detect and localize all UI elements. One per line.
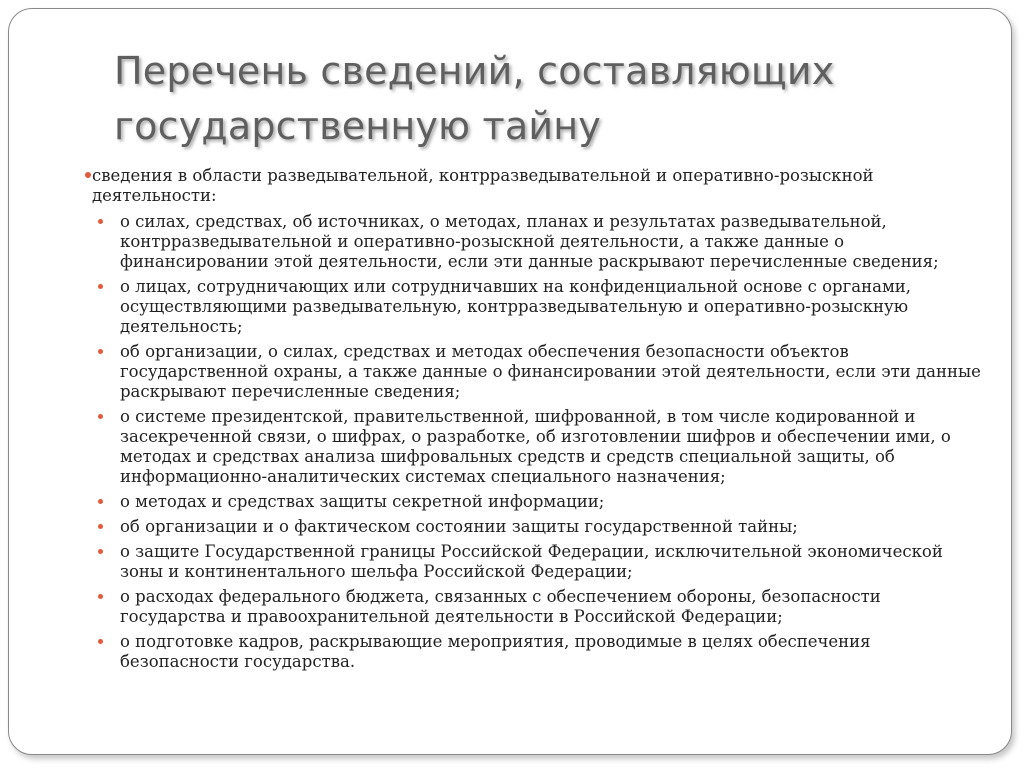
sub-list-item — [86, 587, 986, 627]
main-list-item-text: сведения в области разведывательной, контрразведывательной и оперативно-розыскной деятельности: — [92, 166, 874, 205]
sub-list-item-text: о методах и средствах защиты секретной информации; — [120, 492, 605, 511]
sub-list-item — [86, 277, 986, 337]
sub-list-item — [86, 212, 986, 272]
sub-list-item-text: о расходах федерального бюджета, связанных с обеспечением обороны, безопасности государства и правоохранительной деятельности в Российской Федерации; — [120, 587, 881, 626]
bullet-icon — [98, 284, 103, 289]
sub-list — [86, 212, 986, 672]
sub-list-item — [86, 517, 986, 537]
bullet-icon — [98, 349, 103, 354]
sub-list-item-text: о силах, средствах, об источниках, о методах, планах и результатах разведывательной, контрразведывательной и оперативно-розыскной деятельности, а также данные о финансировании этой деятельности, если эти данные раскрывают перечисленные сведения; — [120, 212, 939, 271]
sub-list-item-text: об организации, о силах, средствах и методах обеспечения безопасности объектов государственной охраны, а также данные о финансировании этой деятельности, если эти данные раскрывают перечисленные сведения; — [120, 342, 981, 401]
bullet-icon — [85, 172, 91, 178]
sub-list-item-text: о системе президентской, правительственной, шифрованной, в том числе кодированной и засекреченной связи, о шифрах, о разработке, об изготовлении шифров и обеспечении ими, о методах и средствах анализа шифровальных средств и средств специальной защиты, об информационно-аналитических системах специального назначения; — [120, 407, 951, 486]
bullet-icon — [98, 414, 103, 419]
slide-title: Перечень сведений, составляющих государственную тайну — [114, 49, 835, 148]
main-list-item — [86, 166, 986, 206]
bullet-icon — [98, 524, 103, 529]
slide-content — [86, 166, 986, 677]
sub-list-item-text: об организации и о фактическом состоянии защиты государственной тайны; — [120, 517, 798, 536]
sub-list-item — [86, 542, 986, 582]
bullet-icon — [98, 639, 103, 644]
bullet-icon — [98, 219, 103, 224]
sub-list-item — [86, 407, 986, 487]
sub-list-item — [86, 342, 986, 402]
bullet-icon — [98, 549, 103, 554]
sub-list-item — [86, 492, 986, 512]
sub-list-item-text: о подготовке кадров, раскрывающие мероприятия, проводимые в целях обеспечения безопасности государства. — [120, 632, 871, 671]
sub-list-item — [86, 632, 986, 672]
sub-list-item-text: о лицах, сотрудничающих или сотрудничавших на конфиденциальной основе с органами, осуществляющими разведывательную, контрразведывательную и оперативно-розыскную деятельность; — [120, 277, 912, 336]
bullet-icon — [98, 499, 103, 504]
bullet-icon — [98, 594, 103, 599]
sub-list-item-text: о защите Государственной границы Российской Федерации, исключительной экономической зоны и континентального шельфа Российской Федерации; — [120, 542, 943, 581]
